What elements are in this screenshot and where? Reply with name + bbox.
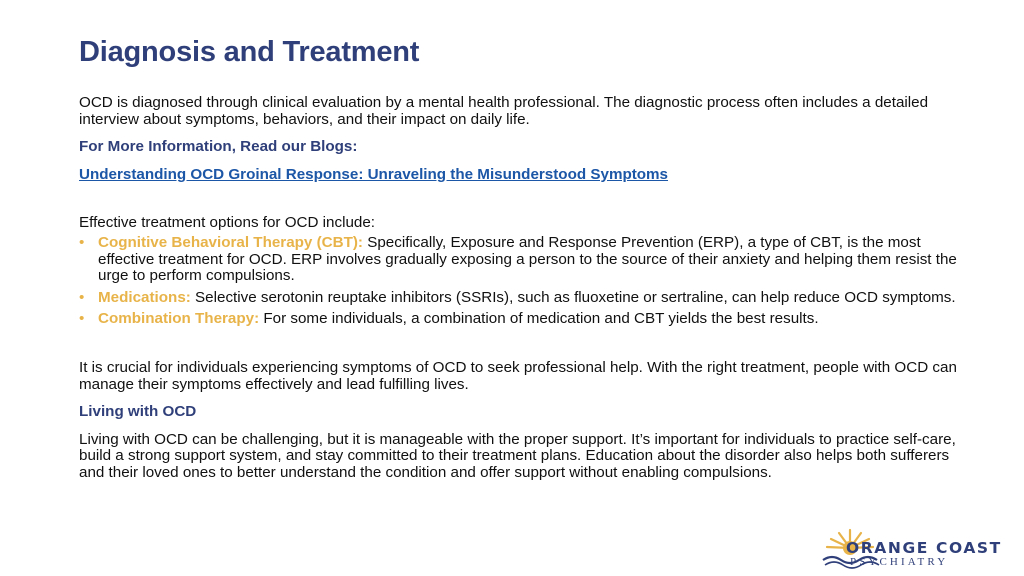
closing-paragraph: It is crucial for individuals experiencing symptoms of OCD to seek professional help. With the right treatment, people with OCD can manage their symptoms effectively and lead fulfilling lives. [79, 358, 957, 393]
list-item [79, 311, 959, 328]
slide-body [79, 95, 959, 482]
list-item [79, 290, 959, 307]
treatment-term: Medications: [98, 288, 191, 306]
orange-coast-logo [820, 526, 1020, 570]
slide-title: Diagnosis and Treatment [79, 36, 420, 68]
living-heading: Living with OCD [79, 403, 197, 421]
bullet-icon: • [79, 233, 85, 251]
treatment-text: Specifically, Exposure and Response Prevention (ERP), a type of CBT, is the most effective treatment for OCD. ERP involves gradually exposing a person to the source of their anxiety and helping them resist the urge to perform compulsions. [98, 233, 957, 285]
blog-link[interactable]: Understanding OCD Groinal Response: Unraveling the Misunderstood Symptoms [79, 165, 669, 183]
more-info-heading: For More Information, Read our Blogs: [79, 138, 358, 156]
treatment-text: Selective serotonin reuptake inhibitors (SSRIs), such as fluoxetine or sertraline, can help reduce OCD symptoms. [190, 288, 956, 306]
living-paragraph: Living with OCD can be challenging, but it is manageable with the proper support. It’s important for individuals to practice self-care, build a strong support system, and stay committed to their treatment plans. Education about the disorder also helps both sufferers and their loved ones to better understand the condition and offer support without enabling compulsions. [79, 430, 956, 481]
treatment-term: Cognitive Behavioral Therapy (CBT): [98, 233, 363, 251]
logo-name: ORANGE COAST [846, 539, 1002, 557]
treatment-term: Combination Therapy: [98, 310, 260, 328]
bullet-icon: • [79, 310, 85, 328]
intro-paragraph: OCD is diagnosed through clinical evaluation by a mental health professional. The diagnostic process often includes a detailed interview about symptoms, behaviors, and their impact on daily life. [79, 94, 929, 128]
treatment-list [79, 235, 959, 328]
list-item [79, 235, 959, 285]
treatment-text: For some individuals, a combination of medication and CBT yields the best results. [259, 310, 819, 328]
treatment-intro: Effective treatment options for OCD include: [79, 214, 376, 232]
bullet-icon: • [79, 288, 85, 306]
logo-subtitle: PSYCHIATRY [850, 556, 949, 568]
